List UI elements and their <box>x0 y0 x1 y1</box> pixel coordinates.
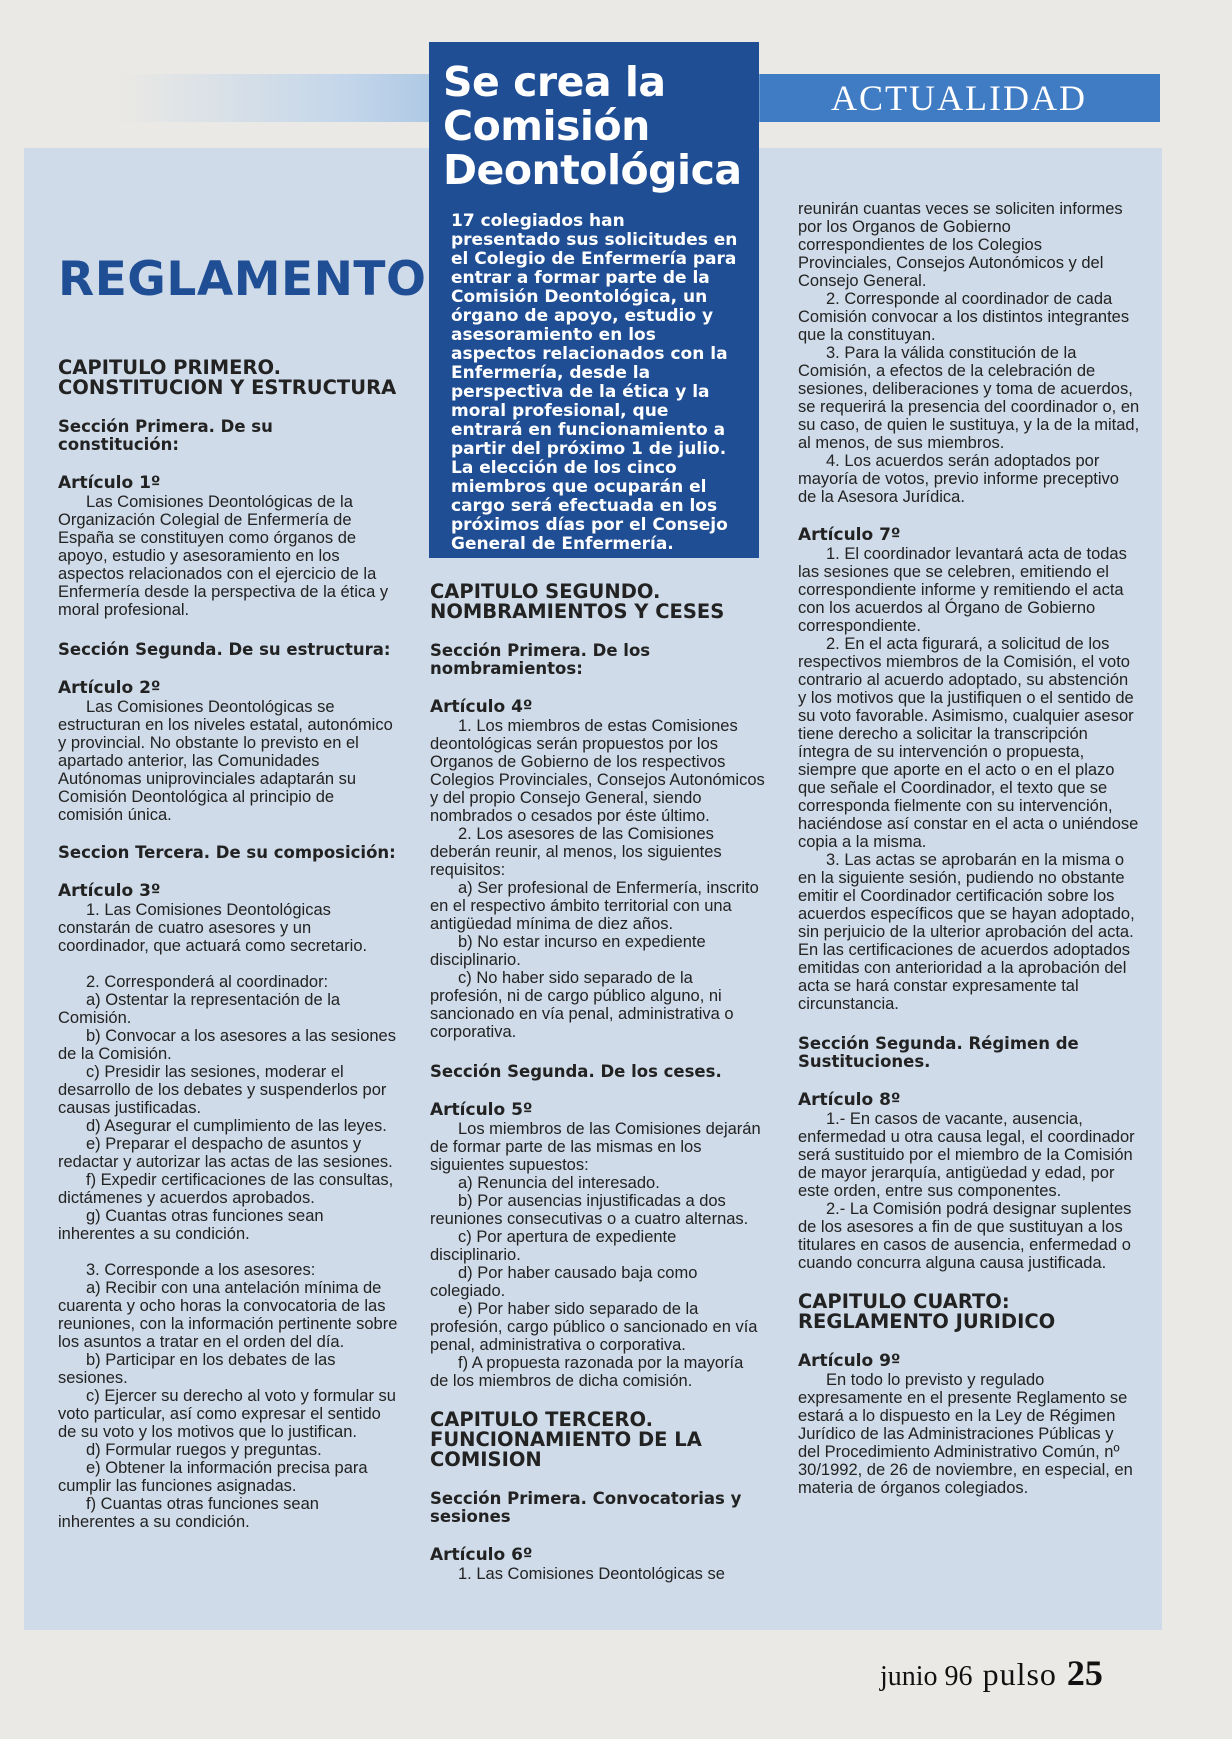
page-footer <box>880 1652 1103 1694</box>
article-text: c) No haber sido separado de la profesión, ni de cargo público alguno, ni sancionado en vía penal, administrativa o corporativa. <box>430 969 734 1041</box>
article-text: a) Ser profesional de Enfermería, inscrito en el respectivo ámbito territorial con una antigüedad mínima de diez años. <box>430 879 759 933</box>
article-text: e) Preparar el despacho de asuntos y redactar y autorizar las actas de las sesiones. <box>58 1135 393 1171</box>
section-heading: Seccion Tercera. De su composición: <box>58 843 396 862</box>
article-heading: Artículo 5º <box>430 1100 533 1120</box>
article-text: c) Ejercer su derecho al voto y formular su voto particular, así como expresar el sentido de su voto y los motivos que lo justifican. <box>58 1387 396 1441</box>
article-text: reunirán cuantas veces se soliciten informes por los Organos de Gobierno correspondientes de los Colegios Provinciales, Consejos Autonómicos y del Consejo General. <box>798 200 1123 290</box>
article-text: e) Obtener la información precisa para cumplir las funciones asignadas. <box>58 1459 368 1495</box>
article-text: 3. Corresponde a los asesores: <box>86 1261 316 1279</box>
article-heading: Artículo 6º <box>430 1545 533 1565</box>
article-heading: Artículo 7º <box>798 525 901 545</box>
article-text: 3. Las actas se aprobarán en la misma o en la siguiente sesión, pudiendo no obstante emitir el Coordinador certificación sobre los acuerdos específicos que se hayan adoptado, sin perjuicio de la ulterior aprobación del acta. En las certificaciones de acuerdos adoptados emitidas con anterioridad a la aprobación del acta se hará constar expresamente tal circunstancia. <box>798 851 1135 1013</box>
article-text: g) Cuantas otras funciones sean inherentes a su condición. <box>58 1207 324 1243</box>
article-text: 2. Los asesores de las Comisiones deberán reunir, al menos, los siguientes requisitos: <box>430 825 722 879</box>
headline-title: Se crea la Comisión Deontológica <box>443 58 742 194</box>
headline-lead: 17 colegiados han presentado sus solicitudes en el Colegio de Enfermería para entrar a formar parte de la Comisión Deontológica, un órgano de apoyo, estudio y asesoramiento en los aspectos relacionados con la Enfermería, desde la perspectiva de la ética y la moral profesional, que entrará en funcionamiento a partir del próximo 1 de julio. La elección de los cinco miembros que ocuparán el cargo será efectuada en los próximos días por el Consejo General de Enfermería. <box>451 211 738 554</box>
section-label: ACTUALIDAD <box>760 74 1158 122</box>
article-heading: Artículo 2º <box>58 678 161 698</box>
article-heading: Artículo 3º <box>58 881 161 901</box>
article-text: 1. Los miembros de estas Comisiones deontológicas serán propuestos por los Organos de Gobierno de los respectivos Colegios Provinciales, Consejos Autonómicos y del propio Consejo General, siendo nombrados o cesados por éste último. <box>430 717 765 825</box>
article-text: a) Renuncia del interesado. <box>458 1174 660 1192</box>
section-heading: Sección Primera. De su constitución: <box>58 417 273 454</box>
article-text: b) Convocar a los asesores a las sesiones de la Comisión. <box>58 1027 396 1063</box>
column-2 <box>430 582 766 1583</box>
headline-box <box>429 42 759 558</box>
article-text: a) Ostentar la representación de la Comisión. <box>58 991 341 1027</box>
article-heading: Artículo 1º <box>58 473 161 493</box>
article-heading: Artículo 8º <box>798 1090 901 1110</box>
article-text: d) Formular ruegos y preguntas. <box>86 1441 322 1459</box>
article-text: c) Por apertura de expediente disciplinario. <box>430 1228 677 1264</box>
reglamento-title: REGLAMENTO <box>58 252 427 307</box>
section-heading: Sección Segunda. De los ceses. <box>430 1062 722 1081</box>
article-text: 1. Las Comisiones Deontológicas se <box>458 1565 725 1583</box>
article-text: c) Presidir las sesiones, moderar el desarrollo de los debates y suspenderlos por causas justificadas. <box>58 1063 387 1117</box>
article-text: b) Por ausencias injustificadas a dos reuniones consecutivas o a cuatro alternas. <box>430 1192 749 1228</box>
article-text: 4. Los acuerdos serán adoptados por mayoría de votos, previo informe preceptivo de la Asesora Jurídica. <box>798 452 1119 506</box>
section-heading: Sección Primera. De los nombramientos: <box>430 641 651 678</box>
article-text: Las Comisiones Deontológicas se estructuran en los niveles estatal, autonómico y provincial. No obstante lo previsto en el apartado anterior, las Comunidades Autónomas uniprovinciales adaptarán su Comisión Deontológica al principio de comisión única. <box>58 698 393 824</box>
article-text: 1. El coordinador levantará acta de todas las sesiones que se celebren, emitiendo el correspondiente informe y remitiendo el acta con los acuerdos al Órgano de Gobierno correspondiente. <box>798 545 1127 635</box>
section-heading: Sección Primera. Convocatorias y sesiones <box>430 1489 742 1526</box>
article-text: f) Expedir certificaciones de las consultas, dictámenes y acuerdos aprobados. <box>58 1171 394 1207</box>
chapter-heading: CAPITULO TERCERO. FUNCIONAMIENTO DE LA COMISION <box>430 1408 702 1471</box>
article-text: d) Por haber causado baja como colegiado. <box>430 1264 698 1300</box>
chapter-heading: CAPITULO SEGUNDO. NOMBRAMIENTOS Y CESES <box>430 580 725 623</box>
article-text: b) Participar en los debates de las sesiones. <box>58 1351 336 1387</box>
section-heading: Sección Segunda. De su estructura: <box>58 640 391 659</box>
column-3 <box>798 200 1140 1497</box>
article-text: 1.- En casos de vacante, ausencia, enfermedad u otra causa legal, el coordinador será sustituido por el miembro de la Comisión de mayor jerarquía, antigüedad y edad, por este orden, entre sus componentes. <box>798 1110 1135 1200</box>
article-text: 2.- La Comisión podrá designar suplentes de los asesores a fin de que sustituyan a los titulares en casos de ausencia, enfermedad o cuando concurra alguna causa justificada. <box>798 1200 1132 1272</box>
magazine-name: pulso <box>982 1656 1057 1692</box>
issue-date: junio 96 <box>880 1661 973 1692</box>
article-heading: Artículo 9º <box>798 1351 901 1371</box>
page-number: 25 <box>1066 1653 1103 1693</box>
article-text: 2. Corresponderá al coordinador: <box>86 973 329 991</box>
chapter-heading: CAPITULO CUARTO: REGLAMENTO JURIDICO <box>798 1290 1056 1333</box>
article-text: f) A propuesta razonada por la mayoría de los miembros de dicha comisión. <box>430 1354 744 1390</box>
article-text: Las Comisiones Deontológicas de la Organización Colegial de Enfermería de España se constituyen como órganos de apoyo, estudio y asesoramiento en los aspectos relacionados con el ejercicio de la Enfermería desde la perspectiva de la ética y moral profesional. <box>58 493 389 619</box>
article-text: 1. Las Comisiones Deontológicas constarán de cuatro asesores y un coordinador, que actuará como secretario. <box>58 901 368 955</box>
section-heading: Sección Segunda. Régimen de Sustituciones. <box>798 1034 1079 1071</box>
article-text: a) Recibir con una antelación mínima de cuarenta y ocho horas la convocatoria de las reuniones, con la información pertinente sobre los asuntos a tratar en el orden del día. <box>58 1279 398 1351</box>
article-heading: Artículo 4º <box>430 697 533 717</box>
article-text: b) No estar incurso en expediente disciplinario. <box>430 933 706 969</box>
article-text: 2. Corresponde al coordinador de cada Comisión convocar a los distintos integrantes que la constituyan. <box>798 290 1130 344</box>
article-text: e) Por haber sido separado de la profesión, cargo público o sancionado en vía penal, administrativa o corporativa. <box>430 1300 758 1354</box>
article-text: En todo lo previsto y regulado expresamente en el presente Reglamento se estará a lo dispuesto en la Ley de Régimen Jurídico de las Administraciones Públicas y del Procedimiento Administrativo Común, nº 30/1992, de 26 de noviembre, en especial, en materia de órganos colegiados. <box>798 1371 1133 1497</box>
column-1 <box>58 358 398 1531</box>
article-text: 3. Para la válida constitución de la Comisión, a efectos de la celebración de sesiones, deliberaciones y toma de acuerdos, se requerirá la presencia del coordinador o, en su caso, de quien le sustituya, y la de la mitad, al menos, de sus miembros. <box>798 344 1140 452</box>
article-text: 2. En el acta figurará, a solicitud de los respectivos miembros de la Comisión, el voto contrario al acuerdo adoptado, su abstención y los motivos que la justifiquen o el sentido de su voto favorable. Asimismo, cualquier asesor tiene derecho a solicitar la transcripción íntegra de su intervención o propuesta, siempre que aporte en el acto o en el plazo que señale el Coordinador, el texto que se corresponda fielmente con su intervención, haciéndose así constar en el acta o uniéndose copia a la misma. <box>798 635 1139 851</box>
article-text: Los miembros de las Comisiones dejarán de formar parte de las mismas en los siguientes supuestos: <box>430 1120 761 1174</box>
chapter-heading: CAPITULO PRIMERO. CONSTITUCION Y ESTRUCTURA <box>58 356 397 399</box>
article-text: f) Cuantas otras funciones sean inherentes a su condición. <box>58 1495 319 1531</box>
article-text: d) Asegurar el cumplimiento de las leyes. <box>86 1117 387 1135</box>
